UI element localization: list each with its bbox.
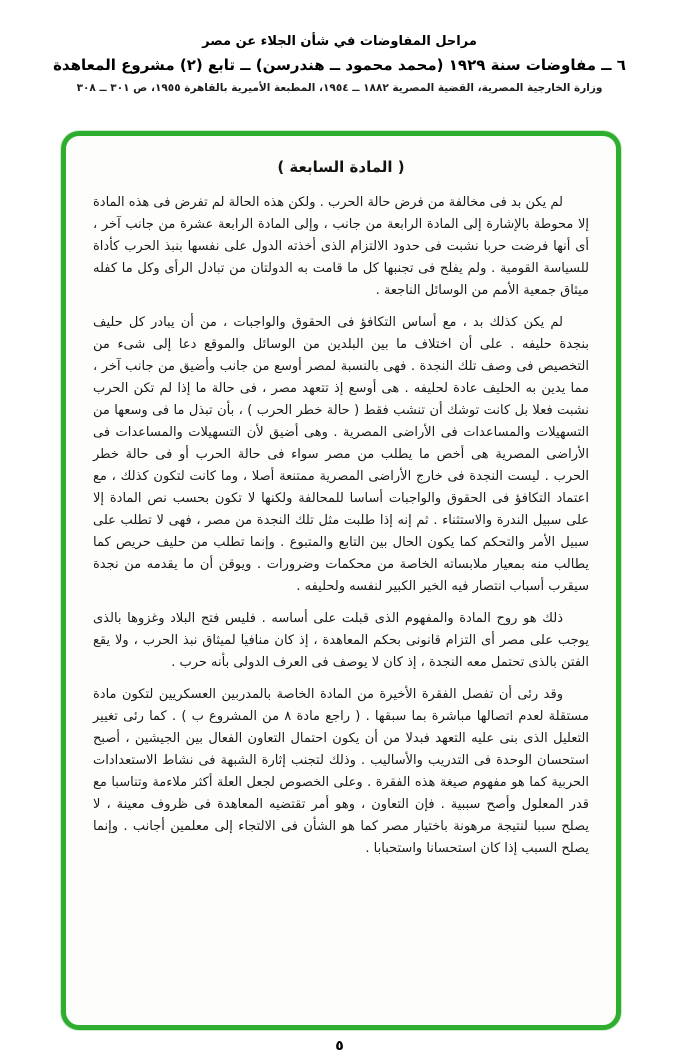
header-source-citation: وزارة الخارجية المصرية، القضية المصرية ١٨٨٢ ــ ١٩٥٤، المطبعة الأميرية بالقاهرة ١٩٥٥، ص ٣٠١ ــ ٣٠٨ (76, 82, 603, 94)
page-number: ٥ (335, 1038, 344, 1054)
paragraph-2: لم يكن كذلك بد ، مع أساس التكافؤ فى الحقوق والواجبات ، من أن يبادر كل حليف بنجدة حليفه . على أن اختلاف ما بين البلدين من الوسائل والموقع دعا إلى شىء من التخصيص فى وصف تلك النجدة . فهى بالنسبة لمصر أوسع من جانب وأضيق من جانب آخر ، مما يدين به الحليف عادة لحليفه . هى أوسع إذ تتعهد مصر ، فى حالة ما إذا لم تكن الحرب نشبت فعلا بل كانت توشك أن تنشب فقط ( حالة خطر الحرب ) ، بأن تبذل ما فى وسعها من التسهيلات والمساعدات فى الأراضى المصرية . وهى أضيق لأن التسهيلات والمساعدات فى الأراضى المصرية هى أخص ما يطلب من مصر سواء فى حالة الحرب أو فى حالة خطر الحرب . ليست النجدة فى خارج الأراضى المصرية ممتنعة أصلا ، وما كانت لتكون كذلك ، مع اعتماد التكافؤ فى الحقوق والواجبات أساسا للمحالفة ولكنها لا تكون بحسب نص المادة إلا على سبيل الندرة والاستثناء . ثم إنه إذا طلبت مثل تلك النجدة من مصر ، فهى لا تطلب على سبيل الأمر والتحكم كما يكون الحال بين التابع والمتبوع . وإنما تطلب من حليف حريص كما يطالب منه بمعيار ملابساته الخاصة من محكمات وضرورات . ويوقن أن ما يقدمه من نجدة سيقرب أسباب انتصار فيه الخير الكبير لنفسه ولحليفه . (93, 315, 589, 594)
page-header (0, 0, 679, 94)
header-subtitle: ٦ ــ مفاوضات سنة ١٩٢٩ (محمد محمود ــ هندرسن) ــ تابع (٢) مشروع المعاهدة (53, 56, 626, 74)
header-title: مراحل المفاوضات في شأن الجلاء عن مصر (202, 34, 477, 49)
paragraph-3: ذلك هو روح المادة والمفهوم الذى قبلت على أساسه . فليس فتح البلاد وغزوها بالذى يوجب على مصر أى التزام قانونى بحكم المعاهدة ، إذ كان منافيا لميثاق نبذ الحرب ، ولا يقع الفتن بالذى تحتمل معه النجدة ، إذ كان لا يوصف فى العرف الدولى بأنه حرب . (93, 611, 589, 670)
article-title: ( المادة السابعة ) (277, 158, 405, 176)
page-footer (0, 1038, 679, 1054)
paragraph-4: وقد رئى أن تفصل الفقرة الأخيرة من المادة الخاصة بالمدربين العسكريين لتكون مادة مستقلة لعدم اتصالها مباشرة بما سبقها . ( راجع مادة ٨ من المشروع ب ) . كما رئى تغيير التعليل الذى بنى عليه التعهد فبدلا من أن يكون احتمال التعاون الفعال بين الجيشين ، أصبح استحسان الوحدة فى التدريب والأساليب . وذلك لتجنب إثارة الشبهة فى نشاط الاستعدادات الحربية كما هو مفهوم صيغة هذه الفقرة . وعلى الخصوص لجعل العلة أكثر ملاءمة وتناسبا مع قدر المعلول وأصح سببية . فإن التعاون ، وهو أمر تقتضيه المعاهدة فى ظروف معينة ، لا يصلح سببا لنتيجة مرهونة باختيار مصر كما هو الشأن فى الالتجاء إلى معلمين أجانب . وإنما يصلح السبب إذا كان استحسانا واستحبابا . (93, 687, 589, 856)
paragraph-1: لم يكن بد فى مخالفة من فرض حالة الحرب . ولكن هذه الحالة لم تفرض فى هذه المادة إلا محوطة بالإشارة إلى المادة الرابعة من جانب ، وإلى المادة الرابعة عشرة من جانب آخر ، أى أنها فرضت حربا نشبت فى حدود الالتزام الذى أخذته الدول على نفسها بنبذ الحرب كأداة للسياسة القومية . ولم يفلح فى تجنبها كل ما قامت به الدولتان من تبادل الرأى وكل ما كفله ميثاق جمعية الأمم من الوسائل الناجعة . (93, 195, 589, 298)
document-frame (61, 131, 621, 1030)
